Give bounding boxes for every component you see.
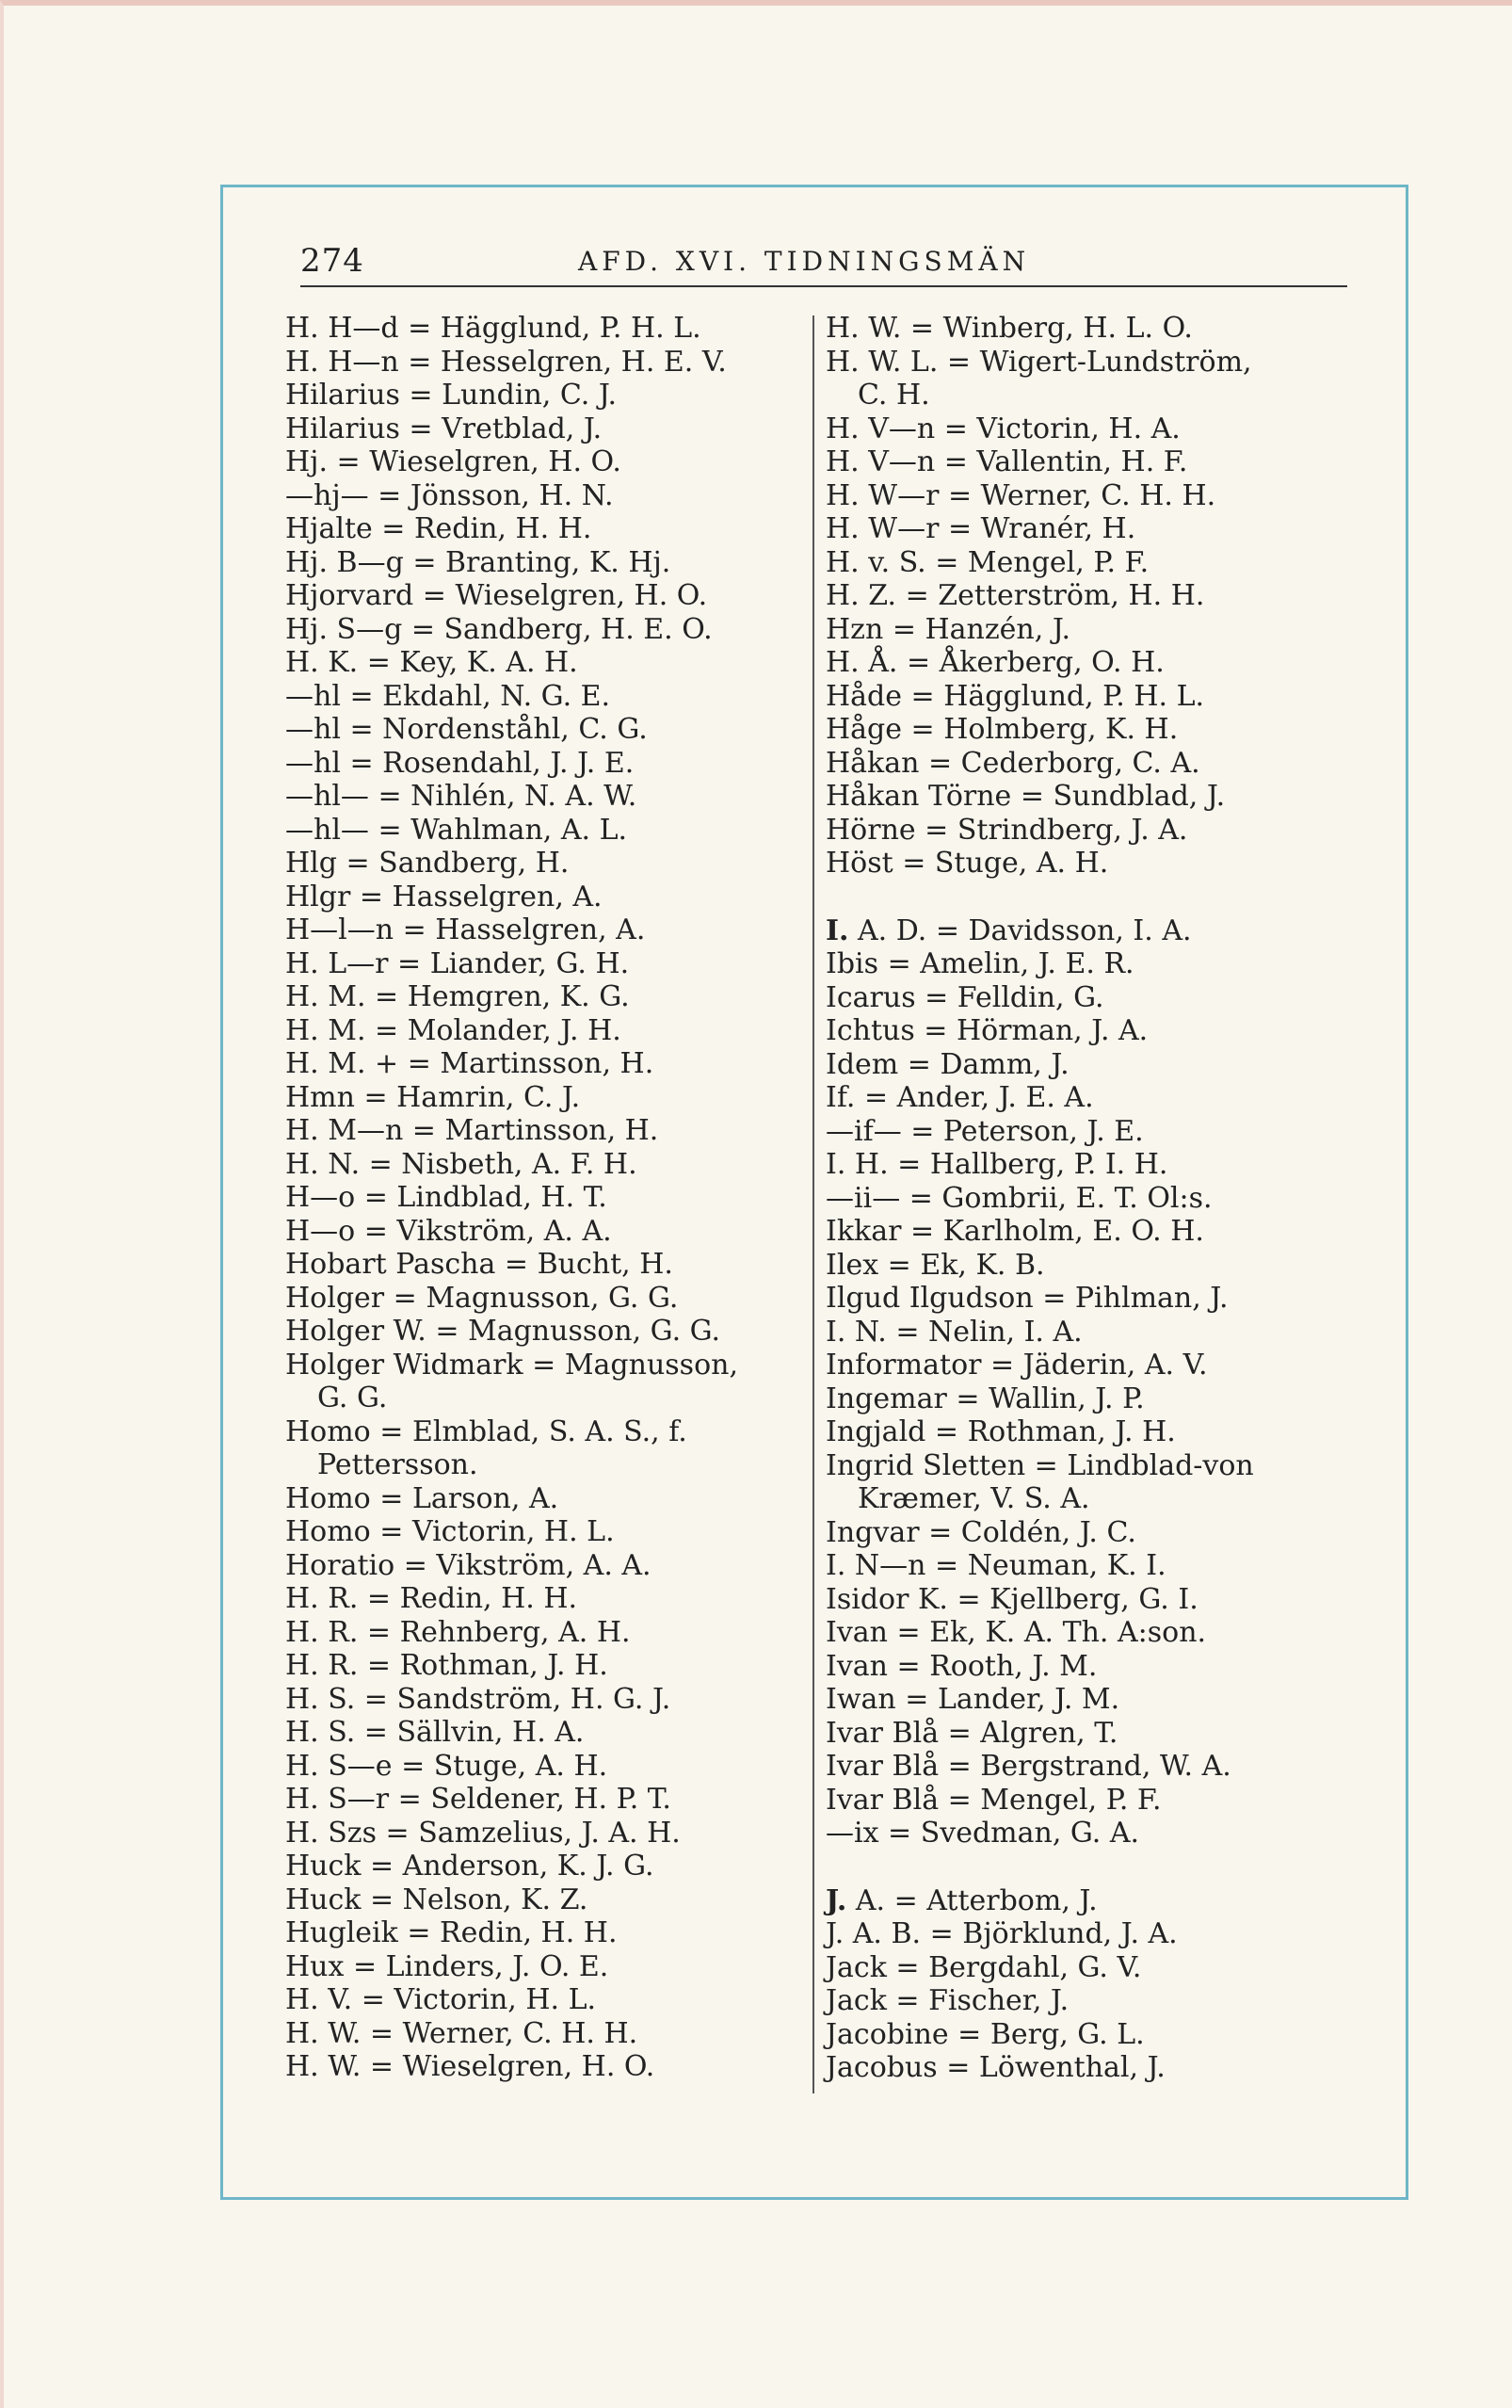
entry-text: —hl = Rosendahl, J. J. E. bbox=[285, 746, 635, 780]
index-entry bbox=[285, 947, 812, 981]
entry-text: Ilex = Ek, K. B. bbox=[826, 1248, 1045, 1282]
index-entry bbox=[285, 1415, 812, 1449]
entry-text: H. N. = Nisbeth, A. F. H. bbox=[285, 1147, 637, 1181]
entry-text: —hl— = Wahlman, A. L. bbox=[285, 813, 628, 847]
index-entry bbox=[826, 1249, 1372, 1283]
index-entry bbox=[826, 1449, 1372, 1483]
entry-text: H—l—n = Hasselgren, A. bbox=[285, 913, 646, 946]
index-entry bbox=[285, 1081, 812, 1115]
index-entry bbox=[285, 445, 812, 479]
index-entry bbox=[285, 1014, 812, 1048]
index-entry bbox=[826, 814, 1372, 848]
entry-text: H. Szs = Samzelius, J. A. H. bbox=[285, 1816, 681, 1850]
entry-text: Huck = Nelson, K. Z. bbox=[285, 1883, 588, 1916]
entry-text: H. L—r = Liander, G. H. bbox=[285, 946, 630, 980]
index-entry bbox=[285, 1850, 812, 1883]
entry-text: Holger = Magnusson, G. G. bbox=[285, 1281, 679, 1315]
entry-text: Hjorvard = Wieselgren, H. O. bbox=[285, 579, 708, 612]
entry-text: H. Å. = Åkerberg, O. H. bbox=[826, 646, 1165, 679]
index-entry bbox=[826, 1650, 1372, 1684]
index-entry bbox=[826, 1516, 1372, 1550]
index-entry bbox=[285, 412, 812, 446]
index-entry bbox=[826, 780, 1372, 814]
index-entry bbox=[285, 1549, 812, 1583]
entry-text: A. = Atterbom, J. bbox=[846, 1883, 1098, 1917]
index-entry bbox=[826, 445, 1372, 479]
index-entry bbox=[826, 1616, 1372, 1650]
index-entry bbox=[285, 479, 812, 513]
index-entry bbox=[826, 1282, 1372, 1316]
entry-text: Hj. = Wieselgren, H. O. bbox=[285, 445, 621, 478]
index-entry bbox=[826, 546, 1372, 580]
entry-text: I. N—n = Neuman, K. I. bbox=[826, 1549, 1166, 1582]
entry-text: H. S—r = Seldener, H. P. T. bbox=[285, 1783, 671, 1816]
index-entry bbox=[826, 1917, 1372, 1951]
index-entry bbox=[826, 1048, 1372, 1082]
index-entry bbox=[826, 914, 1372, 948]
entry-text: Ingrid Sletten = Lindblad-von bbox=[826, 1448, 1254, 1482]
index-entry bbox=[285, 713, 812, 747]
index-entry bbox=[826, 1984, 1372, 2018]
entry-text: Holger W. = Magnusson, G. G. bbox=[285, 1315, 721, 1348]
index-entry bbox=[826, 747, 1372, 781]
index-entry bbox=[285, 747, 812, 781]
index-entry bbox=[285, 847, 812, 881]
index-entry bbox=[826, 1549, 1372, 1583]
index-entry bbox=[285, 312, 812, 346]
index-entry bbox=[826, 1817, 1372, 1850]
index-entry bbox=[826, 1115, 1372, 1149]
entry-text: Hj. B—g = Branting, K. Hj. bbox=[285, 545, 671, 579]
column-divider bbox=[812, 315, 814, 2093]
entry-text: H. W. = Wieselgren, H. O. bbox=[285, 2050, 655, 2083]
index-entry bbox=[826, 1316, 1372, 1349]
entry-text: Hj. S—g = Sandberg, H. E. O. bbox=[285, 612, 713, 646]
index-entry bbox=[285, 646, 812, 680]
entry-text: H. W—r = Werner, C. H. H. bbox=[826, 478, 1216, 512]
entry-text: Hux = Linders, J. O. E. bbox=[285, 1949, 609, 1983]
index-entry bbox=[285, 1950, 812, 1984]
entry-text: —if— = Peterson, J. E. bbox=[826, 1114, 1144, 1148]
index-entry bbox=[826, 1415, 1372, 1449]
entry-text: I. H. = Hallberg, P. I. H. bbox=[826, 1148, 1168, 1181]
entry-text: Ingvar = Coldén, J. C. bbox=[826, 1515, 1136, 1549]
index-entry bbox=[826, 412, 1372, 446]
index-entry bbox=[826, 1081, 1372, 1115]
index-entry bbox=[285, 680, 812, 714]
entry-text: H. K. = Key, K. A. H. bbox=[285, 646, 578, 679]
index-entry bbox=[285, 1783, 812, 1817]
index-entry bbox=[285, 613, 812, 647]
index-entry bbox=[285, 913, 812, 947]
index-entry bbox=[826, 312, 1372, 346]
entry-text: C. H. bbox=[858, 379, 930, 412]
index-entry bbox=[285, 780, 812, 814]
entry-text: H. V—n = Vallentin, H. F. bbox=[826, 445, 1188, 478]
entry-text: Höst = Stuge, A. H. bbox=[826, 847, 1109, 880]
entry-text: Ichtus = Hörman, J. A. bbox=[826, 1014, 1149, 1047]
entry-text: Jacobine = Berg, G. L. bbox=[826, 2017, 1145, 2051]
entry-text: Hzn = Hanzén, J. bbox=[826, 612, 1071, 646]
index-entry bbox=[285, 881, 812, 914]
index-entry bbox=[826, 1750, 1372, 1784]
index-entry bbox=[826, 1482, 1372, 1516]
index-entry bbox=[826, 579, 1372, 613]
entry-text: Ikkar = Karlholm, E. O. H. bbox=[826, 1215, 1204, 1248]
entry-text: H. S—e = Stuge, A. H. bbox=[285, 1749, 608, 1783]
entry-text: H. V—n = Victorin, H. A. bbox=[826, 412, 1181, 445]
entry-text: Hlg = Sandberg, H. bbox=[285, 847, 570, 880]
index-entry bbox=[826, 981, 1372, 1015]
index-entry bbox=[285, 1148, 812, 1182]
index-entry bbox=[285, 1750, 812, 1784]
entry-text: Hörne = Strindberg, J. A. bbox=[826, 813, 1188, 847]
index-entry bbox=[826, 1014, 1372, 1048]
index-entry bbox=[285, 2050, 812, 2084]
index-entry bbox=[826, 646, 1372, 680]
entry-text: H. W. = Winberg, H. L. O. bbox=[826, 312, 1193, 345]
entry-text: H. M. + = Martinsson, H. bbox=[285, 1047, 654, 1080]
entry-text: Ibis = Amelin, J. E. R. bbox=[826, 947, 1134, 980]
index-entry bbox=[826, 1583, 1372, 1617]
entry-text: Homo = Victorin, H. L. bbox=[285, 1515, 615, 1548]
index-entry bbox=[826, 1349, 1372, 1382]
page-frame bbox=[220, 185, 1408, 2200]
entry-text: H. R. = Rehnberg, A. H. bbox=[285, 1615, 631, 1649]
entry-text: Jacobus = Löwenthal, J. bbox=[826, 2051, 1166, 2084]
entry-text: H. v. S. = Mengel, P. F. bbox=[826, 545, 1150, 579]
index-entry bbox=[826, 1148, 1372, 1182]
entry-text: —hl = Nordenståhl, C. G. bbox=[285, 713, 648, 746]
entry-text: If. = Ander, J. E. A. bbox=[826, 1081, 1094, 1114]
entry-text: Iwan = Lander, J. M. bbox=[826, 1683, 1120, 1716]
index-entry bbox=[285, 1248, 812, 1282]
index-entry bbox=[285, 1616, 812, 1650]
page-number: 274 bbox=[300, 242, 364, 280]
entry-text: Hobart Pascha = Bucht, H. bbox=[285, 1248, 673, 1281]
index-entry bbox=[826, 479, 1372, 513]
index-entry bbox=[826, 847, 1372, 881]
index-entry bbox=[285, 1916, 812, 1950]
entry-text: Isidor K. = Kjellberg, G. I. bbox=[826, 1582, 1198, 1616]
entry-text: Håkan = Cederborg, C. A. bbox=[826, 746, 1200, 780]
entry-text: Hugleik = Redin, H. H. bbox=[285, 1916, 618, 1949]
index-entry bbox=[826, 379, 1372, 412]
index-entry bbox=[826, 1683, 1372, 1717]
entry-text: H. Z. = Zetterström, H. H. bbox=[826, 579, 1205, 612]
entry-text: H. M—n = Martinsson, H. bbox=[285, 1114, 659, 1147]
entry-text: H. H—d = Hägglund, P. H. L. bbox=[285, 312, 701, 345]
index-entry bbox=[285, 1382, 812, 1415]
index-entry bbox=[826, 947, 1372, 981]
entry-text: Horatio = Vikström, A. A. bbox=[285, 1548, 651, 1582]
index-entry bbox=[826, 1951, 1372, 1985]
index-entry bbox=[826, 680, 1372, 714]
entry-text: Huck = Anderson, K. J. G. bbox=[285, 1850, 654, 1883]
entry-text: Homo = Larson, A. bbox=[285, 1481, 559, 1515]
entry-text: Ingjald = Rothman, J. H. bbox=[826, 1415, 1176, 1448]
section-initial: I. bbox=[826, 913, 849, 947]
entry-text: Homo = Elmblad, S. A. S., f. bbox=[285, 1414, 687, 1448]
entry-text: H. V. = Victorin, H. L. bbox=[285, 1983, 597, 2016]
index-entry bbox=[285, 1215, 812, 1249]
entry-text: H. W—r = Wranér, H. bbox=[826, 512, 1136, 545]
index-entry bbox=[285, 1448, 812, 1482]
entry-text: Pettersson. bbox=[317, 1448, 478, 1481]
index-entry bbox=[285, 814, 812, 848]
index-entry bbox=[826, 1884, 1372, 1918]
left-column bbox=[285, 312, 812, 2084]
index-entry bbox=[285, 1482, 812, 1516]
index-entry bbox=[285, 379, 812, 412]
entry-text: —hl = Ekdahl, N. G. E. bbox=[285, 679, 611, 713]
index-entry bbox=[285, 1983, 812, 2017]
entry-text: H. W. = Werner, C. H. H. bbox=[285, 2016, 638, 2050]
entry-text: Ivar Blå = Bergstrand, W. A. bbox=[826, 1750, 1231, 1783]
index-entry bbox=[826, 1382, 1372, 1416]
entry-text: H. M. = Molander, J. H. bbox=[285, 1013, 621, 1047]
index-entry bbox=[285, 1349, 812, 1382]
index-entry bbox=[285, 1315, 812, 1349]
entry-text: Icarus = Felldin, G. bbox=[826, 980, 1104, 1014]
index-entry bbox=[285, 2017, 812, 2051]
index-entry bbox=[826, 713, 1372, 747]
index-entry bbox=[285, 1649, 812, 1683]
entry-text: H. S. = Sällvin, H. A. bbox=[285, 1716, 585, 1749]
index-entry bbox=[285, 579, 812, 613]
entry-text: Håde = Hägglund, P. H. L. bbox=[826, 679, 1205, 713]
entry-text: Hilarius = Vretblad, J. bbox=[285, 412, 603, 445]
index-entry bbox=[285, 546, 812, 580]
index-entry bbox=[285, 512, 812, 546]
index-entry bbox=[285, 1282, 812, 1316]
index-entry bbox=[826, 2018, 1372, 2052]
entry-text: Ingemar = Wallin, J. P. bbox=[826, 1382, 1145, 1415]
index-entry bbox=[285, 1817, 812, 1850]
index-entry bbox=[826, 1215, 1372, 1249]
section-initial: J. bbox=[826, 1883, 847, 1917]
entry-text: H. M. = Hemgren, K. G. bbox=[285, 980, 630, 1013]
index-entry bbox=[285, 1114, 812, 1148]
index-entry bbox=[285, 346, 812, 380]
entry-text: Ivar Blå = Algren, T. bbox=[826, 1716, 1118, 1750]
entry-text: —hl— = Nihlén, N. A. W. bbox=[285, 780, 637, 813]
entry-text: H. W. L. = Wigert-Lundström, bbox=[826, 345, 1252, 379]
running-title: AFD. XVI. TIDNINGSMÄN bbox=[578, 246, 1031, 277]
index-entry bbox=[285, 1515, 812, 1549]
entry-text: J. A. B. = Björklund, J. A. bbox=[826, 1917, 1178, 1950]
entry-text: Hmn = Hamrin, C. J. bbox=[285, 1080, 581, 1114]
index-entry bbox=[826, 1784, 1372, 1818]
index-entry bbox=[826, 1717, 1372, 1751]
right-column bbox=[826, 312, 1372, 2085]
entry-text: I. N. = Nelin, I. A. bbox=[826, 1315, 1083, 1349]
entry-text: —ii— = Gombrii, E. T. Ol:s. bbox=[826, 1181, 1213, 1215]
index-entry bbox=[285, 1582, 812, 1616]
index-entry bbox=[826, 512, 1372, 546]
index-entry bbox=[285, 1683, 812, 1717]
entry-text: Jack = Bergdahl, G. V. bbox=[826, 1950, 1142, 1984]
entry-text: Holger Widmark = Magnusson, bbox=[285, 1348, 738, 1382]
entry-text: Hilarius = Lundin, C. J. bbox=[285, 379, 618, 412]
entry-text: Ivan = Rooth, J. M. bbox=[826, 1649, 1098, 1683]
entry-text: Ivan = Ek, K. A. Th. A:son. bbox=[826, 1616, 1207, 1649]
entry-text: G. G. bbox=[317, 1382, 388, 1414]
entry-text: Håkan Törne = Sundblad, J. bbox=[826, 780, 1226, 813]
entry-text: —ix = Svedman, G. A. bbox=[826, 1817, 1140, 1850]
index-entry bbox=[285, 1883, 812, 1917]
entry-text: Idem = Damm, J. bbox=[826, 1047, 1070, 1081]
entry-text: H. H—n = Hesselgren, H. E. V. bbox=[285, 345, 727, 379]
entry-text: Informator = Jäderin, A. V. bbox=[826, 1349, 1208, 1382]
entry-text: Hlgr = Hasselgren, A. bbox=[285, 880, 603, 913]
entry-text: A. D. = Davidsson, I. A. bbox=[848, 913, 1192, 947]
index-entry bbox=[285, 1181, 812, 1215]
entry-text: H. R. = Rothman, J. H. bbox=[285, 1649, 608, 1682]
entry-text: Hjalte = Redin, H. H. bbox=[285, 512, 592, 545]
entry-text: H—o = Lindblad, H. T. bbox=[285, 1181, 607, 1214]
index-entry bbox=[285, 1716, 812, 1750]
entry-text: H—o = Vikström, A. A. bbox=[285, 1214, 612, 1248]
index-entry bbox=[285, 1047, 812, 1081]
page-header bbox=[300, 236, 1347, 287]
index-entry bbox=[826, 1182, 1372, 1216]
entry-text: H. S. = Sandström, H. G. J. bbox=[285, 1682, 671, 1716]
index-entry bbox=[826, 2051, 1372, 2085]
entry-text: —hj— = Jönsson, H. N. bbox=[285, 478, 614, 512]
index-entry bbox=[285, 980, 812, 1014]
entry-text: Jack = Fischer, J. bbox=[826, 1984, 1070, 2017]
index-entry bbox=[826, 346, 1372, 380]
entry-text: Ivar Blå = Mengel, P. F. bbox=[826, 1783, 1162, 1817]
index-entry bbox=[826, 613, 1372, 647]
entry-text: Kræmer, V. S. A. bbox=[858, 1482, 1090, 1515]
entry-text: Ilgud Ilgudson = Pihlman, J. bbox=[826, 1282, 1229, 1315]
entry-text: Håge = Holmberg, K. H. bbox=[826, 713, 1179, 746]
entry-text: H. R. = Redin, H. H. bbox=[285, 1582, 578, 1615]
